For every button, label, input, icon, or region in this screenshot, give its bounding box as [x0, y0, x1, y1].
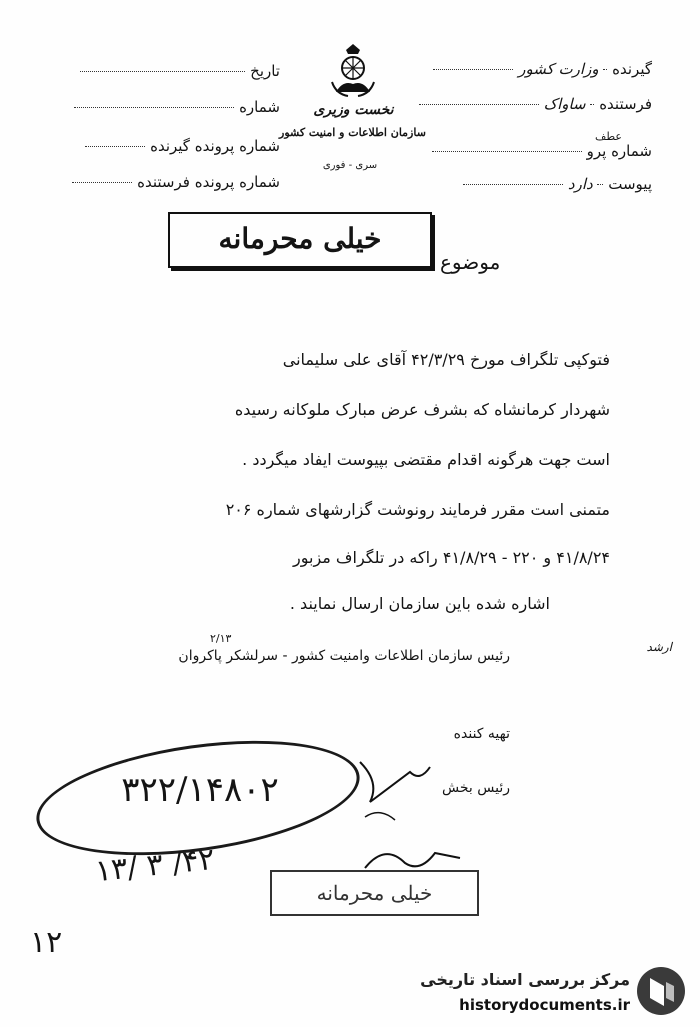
sender-file-row	[50, 173, 280, 191]
recipient-file-row	[50, 137, 280, 155]
recipient-row	[433, 60, 652, 78]
left-mark: ارشد	[646, 640, 672, 654]
signature-annotation: ۲/۱۳	[210, 632, 232, 645]
date-row	[50, 62, 280, 80]
body-line-1: فتوکپی تلگراف مورخ ۴۲/۳/۲۹ آقای علی سلیمانی	[282, 350, 610, 369]
subject-value: خیلی محرمانه	[218, 222, 382, 255]
sender-row	[419, 95, 652, 113]
archive-logo-icon	[634, 964, 688, 1022]
recipient-label: گیرنده	[612, 60, 652, 78]
sender-file-label: شماره پرونده فرستنده	[137, 173, 280, 191]
attachment-row	[463, 175, 652, 193]
number-row	[50, 98, 280, 116]
emblem-sub-text: سری - فوری	[322, 160, 378, 171]
handwritten-signature	[350, 742, 440, 836]
recipient-file-label: شماره پرونده گیرنده	[150, 137, 280, 155]
body-line-5: ۴۱/۸/۲۴ و ۲۲۰ - ۴۱/۸/۲۹ راکه در تلگراف مزبور	[293, 548, 610, 567]
body-line-6: اشاره شده باین سازمان ارسال نمایند .	[289, 594, 550, 613]
prepared-by-label: تهیه کننده	[453, 726, 510, 742]
file-number-note: عطف	[595, 130, 622, 143]
sender-value: ساواک	[543, 95, 586, 113]
organization-text: سازمان اطلاعات و امنیت کشور	[279, 126, 426, 139]
body-line-2: شهردار کرمانشاه که بشرف عرض مبارک ملوکانه رسیده	[234, 400, 610, 419]
number-label: شماره	[239, 98, 280, 116]
subject-box	[168, 212, 432, 268]
recipient-value: وزارت کشور	[518, 60, 599, 78]
body-line-4: متمنی است مقرر فرمایند رونوشت گزارشهای شماره ۲۰۶	[225, 500, 610, 519]
attachment-value: دارد	[567, 175, 593, 193]
prime-ministry-text: نخست وزیری	[313, 102, 394, 118]
file-number-label: شماره پرو	[586, 142, 652, 160]
handwritten-date: ۴۲/ ۳ /۱۳	[93, 841, 217, 890]
lion-and-sun-emblem	[318, 42, 388, 102]
archive-name: مرکز بررسی اسناد تاریخی	[420, 970, 630, 989]
file-number-row	[432, 142, 652, 160]
confidential-stamp: خیلی محرمانه	[270, 870, 479, 916]
date-label: تاریخ	[250, 62, 280, 80]
subject-label: موضوع	[440, 250, 501, 274]
handwritten-number: ۱۲	[30, 925, 63, 960]
section-head-label: رئیس بخش	[442, 780, 510, 796]
body-line-3: است جهت هرگونه اقدام مقتضی بپیوست ایفاد میگردد .	[242, 450, 610, 469]
sender-label: فرستنده	[599, 95, 652, 113]
stamp-number: ۳۲۲/۱۴۸۰۲	[121, 770, 279, 810]
archive-url: historydocuments.ir	[459, 996, 630, 1014]
signer-line: رئیس سازمان اطلاعات وامنیت کشور - سرلشکر پاکروان	[178, 648, 510, 664]
attachment-label: پیوست	[608, 175, 652, 193]
